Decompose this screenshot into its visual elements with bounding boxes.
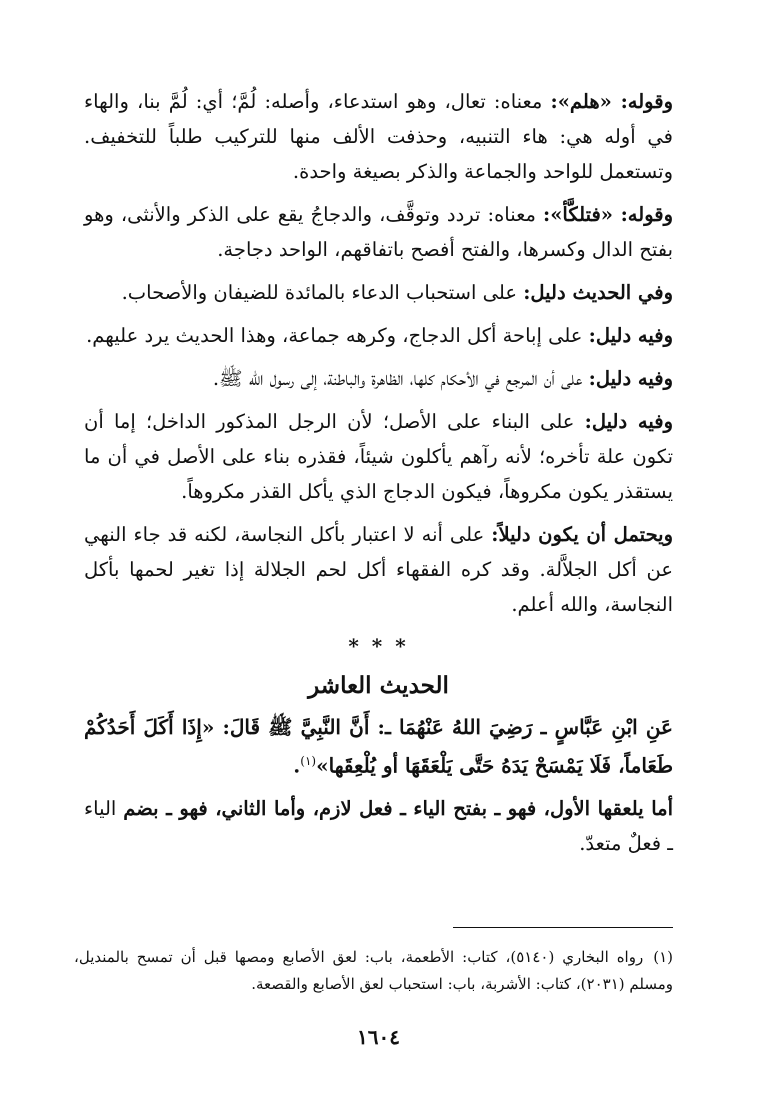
- hadith-body: عَنِ ابْنِ عَبَّاسٍ ـ رَضِيَ اللهُ عَنْهُمَا ـ: أَنَّ النَّبِيَّ ﷺ قَالَ: «إِذَا أَكَلَ أَحَدُكُمْ طَعَاماً، فَلَا يَمْسَحْ يَدَهُ حَتَّى يَلْعَقَهَا أو يُلْعِقَها»: [84, 715, 673, 778]
- paragraph-evidence-4: [84, 404, 673, 509]
- paragraph-text: على إباحة أكل الدجاج، وكرهه جماعة، وهذا الحديث يرد عليهم.: [86, 324, 589, 347]
- paragraph-text: على استحباب الدعاء بالمائدة للضيفان والأصحاب.: [121, 281, 524, 304]
- paragraph-lead: وقوله: «هلم»:: [550, 90, 673, 113]
- footnotes: [74, 944, 673, 998]
- hadith-end: .: [293, 753, 301, 778]
- paragraph-text: على أن المرجع في الأحكام كلها، الظاهرة والباطنة، إلى رسول الله ﷺ.: [212, 367, 589, 390]
- paragraph-evidence-3: [84, 361, 673, 396]
- paragraph-text: معناه: تعال، وهو استدعاء، وأصله: لُمَّ؛ أي: لُمَّ بنا، والهاء في أوله هي: هاء التنبيه، وحذفت الألف منها للتركيب طلباً للتخفيف. وتستعمل للواحد والجماعة والذكر بصيغة واحدة.: [84, 90, 673, 183]
- paragraph-lead: وفيه دليل:: [588, 324, 673, 347]
- footnote-item: [74, 944, 673, 998]
- paragraph-text: معناه: تردد وتوقَّف، والدجاجُ يقع على الذكر والأنثى، وهو بفتح الدال وكسرها، والفتح أفصح باتفاقهم، الواحد دجاجة.: [84, 203, 673, 261]
- paragraph-text: الياء ـ فعلٌ متعدّ.: [84, 796, 673, 855]
- hadith-text: [84, 710, 673, 783]
- footnote-ref[interactable]: (١): [300, 754, 317, 768]
- paragraph-text: على أنه لا اعتبار بأكل النجاسة، لكنه قد جاء النهي عن أكل الجلاَّلة. وقد كره الفقهاء أكل لحم الجلالة إذا تغير لحمها بأكل النجاسة، والله أعلم.: [84, 523, 673, 616]
- page-number: ١٦٠٤: [357, 1025, 400, 1049]
- paragraph-lead: وفي الحديث دليل:: [523, 281, 673, 304]
- paragraph-evidence-1: [84, 275, 673, 310]
- paragraph-closing: [84, 791, 673, 861]
- paragraph-halumma: [84, 84, 673, 189]
- paragraph-lead: وقوله: «فتلكَّأ»:: [543, 203, 674, 226]
- paragraph-lead: وفيه دليل:: [584, 410, 674, 433]
- paragraph-possibility: [84, 517, 673, 622]
- footnote-divider: [453, 927, 673, 928]
- paragraph-lead: أما يلعقها الأول، فهو ـ بفتح الياء ـ فعل لازم، وأما الثاني، فهو ـ بضم: [123, 796, 674, 820]
- section-separator: * * *: [348, 634, 409, 658]
- footnote-number: (١): [653, 948, 673, 966]
- section-heading: الحديث العاشر: [308, 672, 449, 699]
- paragraph-text: على البناء على الأصل؛ لأن الرجل المذكور الداخل؛ إما أن تكون علة تأخره؛ لأنه رآهم يأكلون شيئاً، فقذره بناء على الأصل في أن ما يستقذر يكون مكروهاً، فيكون الدجاج الذي يأكل القذر مكروهاً.: [84, 410, 673, 503]
- footnote-text: رواه البخاري (٥١٤٠)، كتاب: الأطعمة، باب: لعق الأصابع ومصها قبل أن تمسح بالمنديل، ومسلم (٢٠٣١)، كتاب: الأشربة، باب: استحباب لعق الأصابع والقصعة.: [74, 948, 673, 993]
- paragraph-lead: ويحتمل أن يكون دليلاً:: [491, 523, 673, 546]
- paragraph-evidence-2: [84, 318, 673, 353]
- paragraph-fatalakka: [84, 197, 673, 267]
- paragraph-lead: وفيه دليل:: [588, 367, 673, 390]
